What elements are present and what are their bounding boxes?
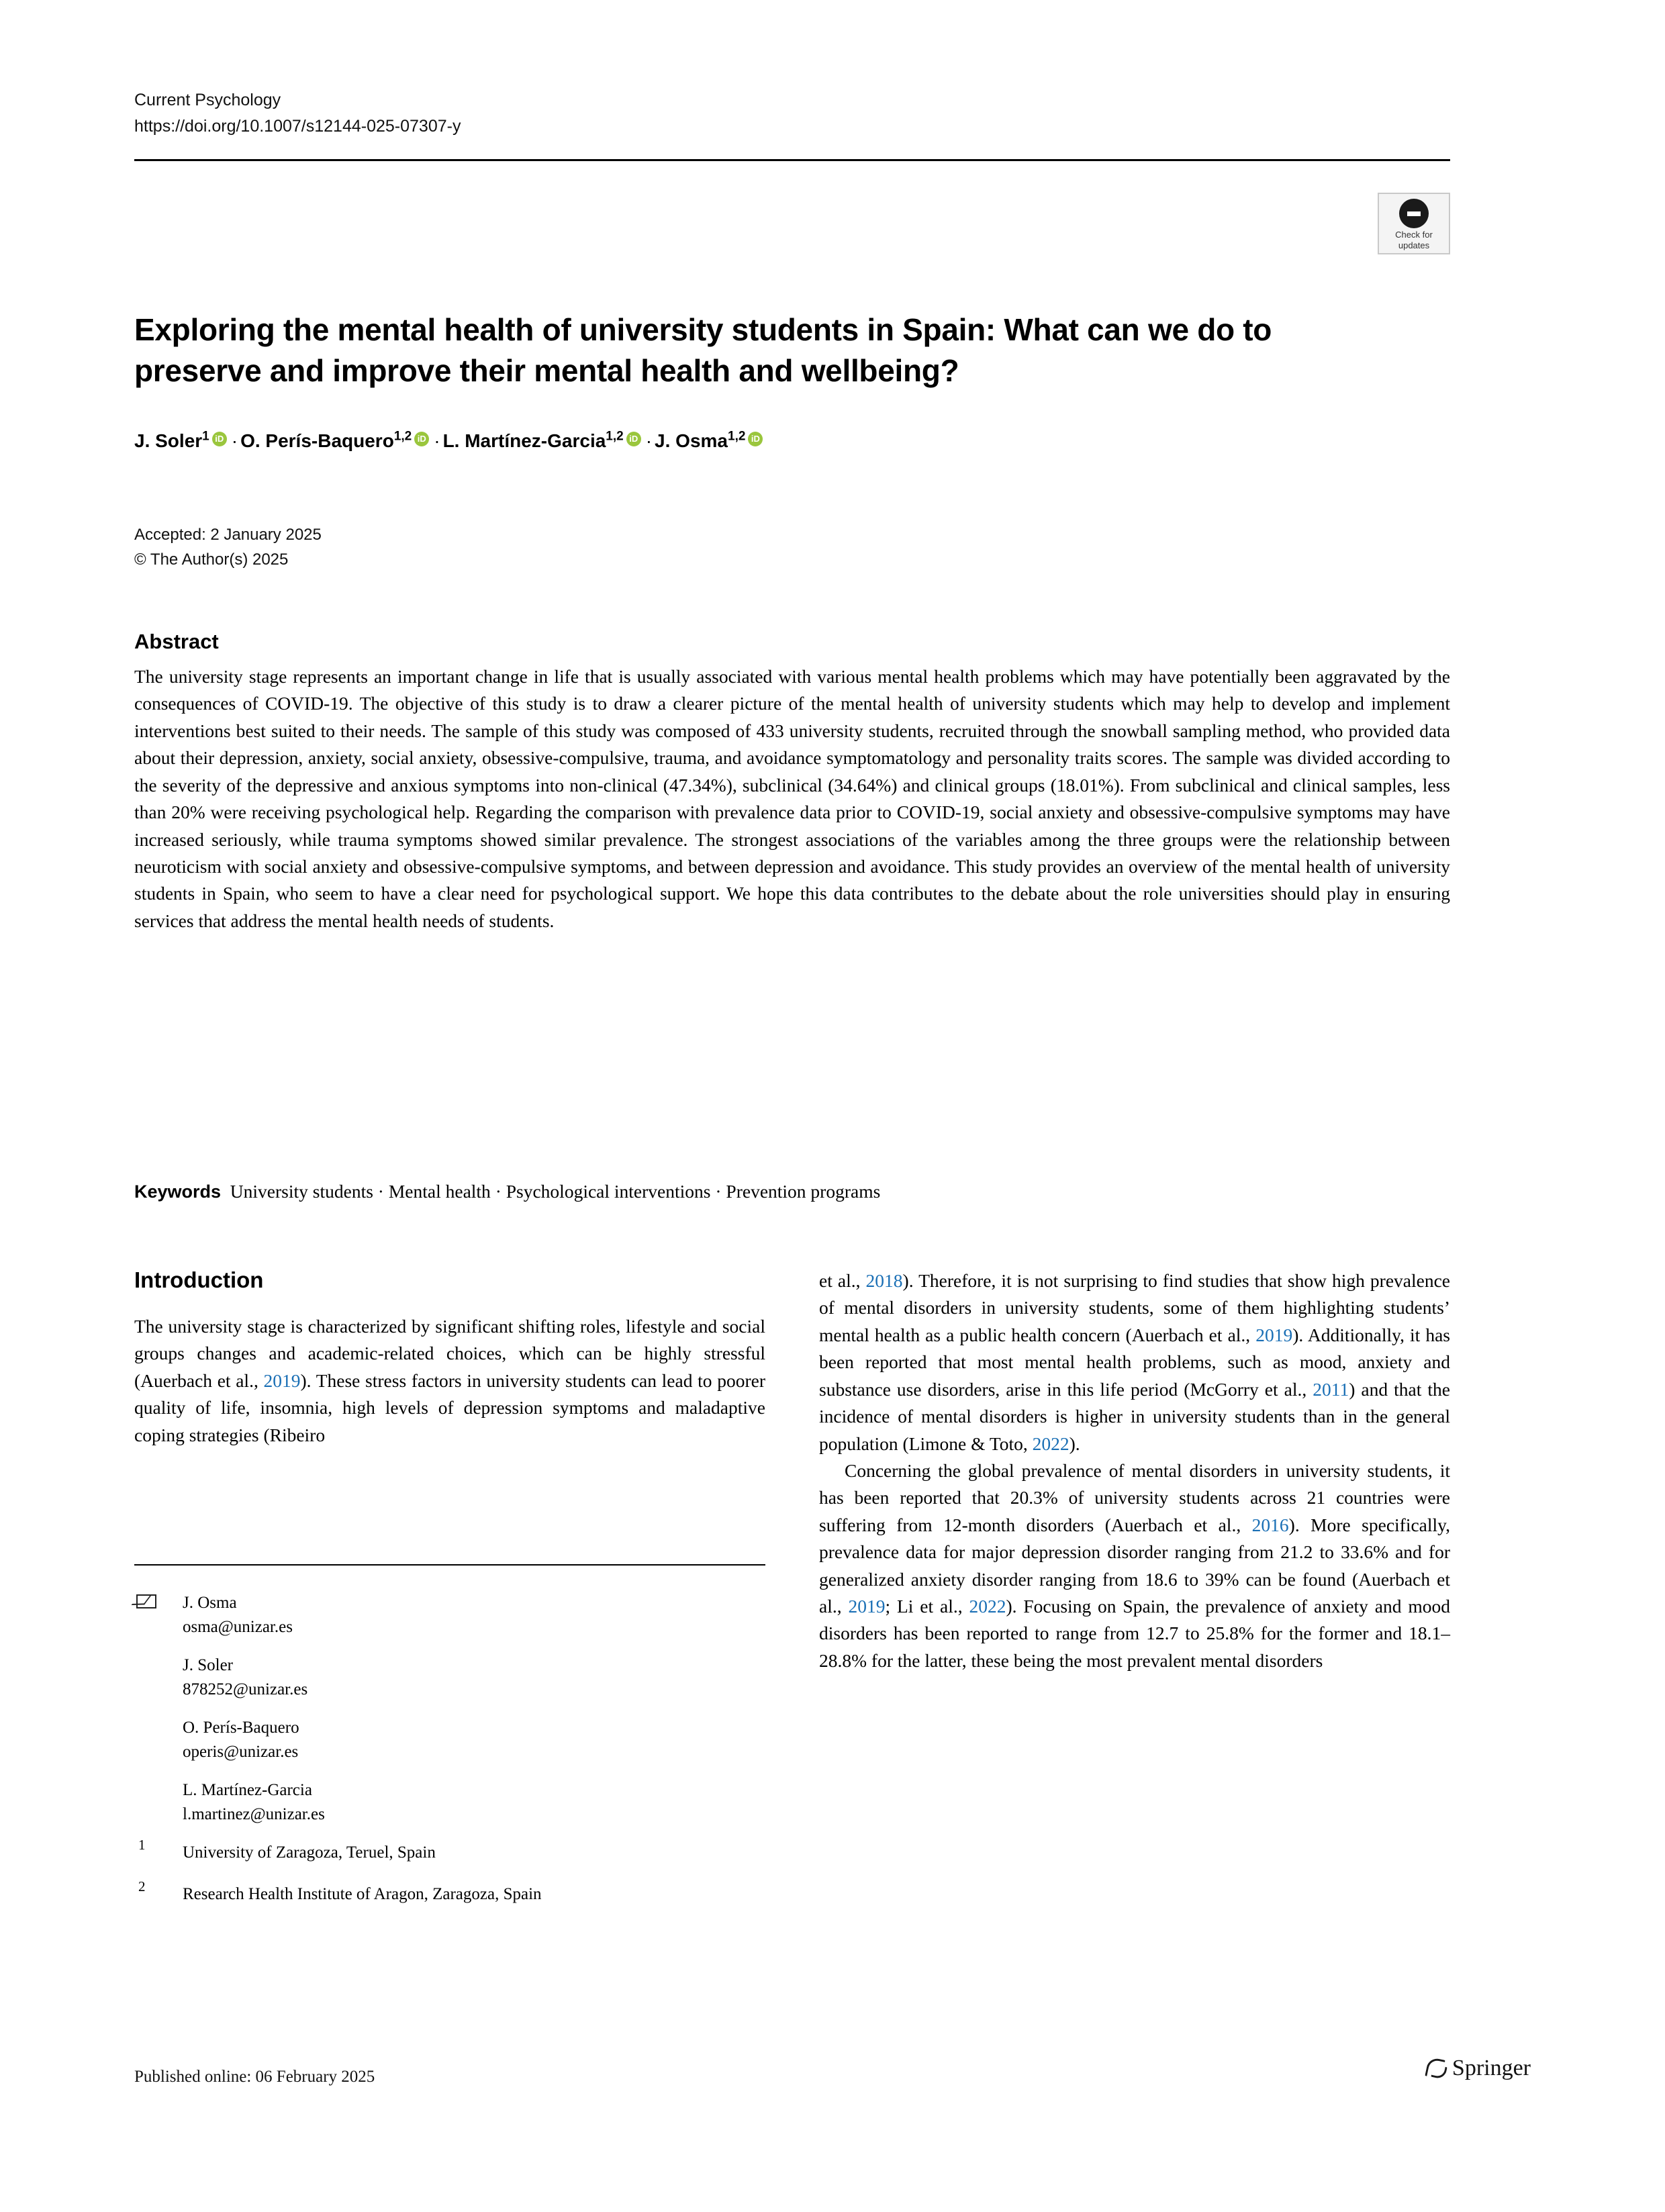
keyword-4: Prevention programs — [726, 1181, 881, 1202]
section-heading-introduction: Introduction — [134, 1267, 264, 1292]
text-run: ). More specifically, prevalence data for major depression disorder ranging from 21.2 to 33.6% and for generalized anxiety disorder ranging from 18.6 to 39% can be found (Auerbach et al., — [819, 1514, 1450, 1617]
author-affil-4: 1,2 — [728, 429, 746, 444]
keyword-separator: · — [495, 1181, 502, 1202]
paragraph-intro-right-2 — [819, 1457, 1450, 1674]
text-run: ; Li et al., — [885, 1596, 969, 1617]
orcid-icon[interactable] — [414, 432, 429, 446]
author-separator-3: · — [645, 430, 653, 451]
copyright-line: © The Author(s) 2025 — [134, 550, 289, 569]
contact-name: J. Osma — [183, 1594, 237, 1612]
abstract-text: The university stage represents an important change in life that is usually associated with various mental health problems which may have potentially been aggravated by the consequences of COVID-19. The objective of this study is to draw a clearer picture of the mental health of university students which may help to develop and implement interventions best suited to their needs. The sample of this study was composed of 433 university students, recruited through the snowball sampling method, who provided data about their depression, anxiety, social anxiety, obsessive-compulsive, trauma, and avoidance symptomatology and personality traits scores. The sample was divided according to the severity of the depressive and anxious symptoms into non-clinical (47.34%), subclinical (34.64%) and clinical groups (18.01%). From subclinical and clinical samples, less than 20% were receiving psychological help. Regarding the comparison with prevalence data prior to COVID-19, social anxiety and obsessive-compulsive symptoms may have increased seriously, while trauma symptoms showed similar prevalence. The strongest associations of the variables among the three groups were the relationship between neuroticism with social anxiety and obsessive-compulsive symptoms, and between depression and avoidance. This study provides an overview of the mental health of university students in Spain, who seem to have a clear need for psychological support. We hope this data contributes to the debate about the role universities should play in ensuring services that address the mental health needs of students. — [134, 666, 1450, 931]
contact-email[interactable]: l.martinez@unizar.es — [183, 1805, 325, 1823]
affiliation-2 — [134, 1878, 779, 1907]
contact-4 — [134, 1778, 779, 1826]
text-run: The university stage is characterized by significant shifting roles, lifestyle and social groups changes and academic-related choices, which can be highly stressful (Auerbach et al., — [134, 1316, 765, 1391]
keyword-1: University students — [230, 1181, 373, 1202]
affiliation-text: University of Zaragoza, Teruel, Spain — [183, 1843, 436, 1862]
correspondence-block — [134, 1591, 779, 1923]
paragraph-intro-left — [134, 1313, 765, 1449]
orcid-icon[interactable] — [748, 432, 763, 446]
author-name-2: O. Perís-Baquero — [240, 430, 394, 451]
contact-email[interactable]: 878252@unizar.es — [183, 1680, 308, 1698]
orcid-icon[interactable] — [212, 432, 227, 446]
citation-link[interactable]: 2019 — [263, 1369, 301, 1391]
text-run: ). — [1069, 1433, 1080, 1454]
contact-1 — [134, 1591, 779, 1639]
keywords-line — [134, 1178, 1450, 1205]
publisher-logo — [1424, 2056, 1531, 2081]
header-divider — [134, 159, 1450, 161]
text-run: Concerning the global prevalence of mental disorders in university students, it has been reported that 20.3% of university students across 21 countries were suffering from 12-month disorders (Auerbach et al., — [819, 1459, 1450, 1535]
column-right — [819, 1267, 1450, 1674]
affiliation-text: Research Health Institute of Aragon, Zaragoza, Spain — [183, 1884, 542, 1903]
published-online: Published online: 06 February 2025 — [134, 2068, 375, 2086]
contact-name: O. Perís-Baquero — [183, 1719, 299, 1737]
journal-header — [134, 87, 461, 140]
text-run: ) and that the incidence of mental disorders is higher in university students than in the general population (Limone & Toto, — [819, 1378, 1450, 1454]
citation-link[interactable]: 2016 — [1251, 1514, 1289, 1535]
orcid-icon[interactable] — [626, 432, 641, 446]
page-content — [134, 0, 1531, 2212]
citation-link[interactable]: 2022 — [1032, 1433, 1069, 1454]
accepted-date: Accepted: 2 January 2025 — [134, 526, 322, 544]
page-title: Exploring the mental health of university students in Spain: What can we do to preserve and improve their mental health and wellbeing? — [134, 311, 1272, 388]
author-affil-1: 1 — [202, 429, 209, 444]
affiliation-number: 2 — [138, 1878, 146, 1894]
crossmark-line1: Check for — [1395, 230, 1433, 240]
column-left — [134, 1267, 765, 1449]
keyword-separator: · — [377, 1181, 384, 1202]
citation-link[interactable]: 2022 — [969, 1596, 1006, 1617]
citation-link[interactable]: 2011 — [1313, 1378, 1349, 1400]
author-name-3: L. Martínez-Garcia — [442, 430, 606, 451]
author-list — [134, 428, 1410, 454]
author-affil-3: 1,2 — [606, 429, 624, 444]
keywords-label: Keywords — [134, 1182, 222, 1202]
keyword-3: Psychological interventions — [506, 1181, 711, 1202]
text-run: ). Focusing on Spain, the prevalence of anxiety and mood disorders has been reported to range from 12.7 to 25.8% for the former and 18.1–28.8% for the latter, these being the most prevalent mental disorders — [819, 1596, 1450, 1671]
author-separator-2: · — [434, 430, 440, 451]
footnote-divider — [134, 1564, 765, 1566]
contact-name: J. Soler — [183, 1656, 233, 1674]
crossmark-badge-icon[interactable] — [1378, 193, 1450, 254]
journal-name: Current Psychology — [134, 91, 281, 109]
author-separator-1: · — [231, 430, 238, 451]
contact-2 — [134, 1653, 779, 1701]
affiliation-number: 1 — [138, 1837, 146, 1853]
text-run: ). Therefore, it is not surprising to find studies that show high prevalence of mental disorders in university students, some of them highlighting students’ mental health as a public health concern (Auerbach et al., — [819, 1270, 1450, 1345]
citation-link[interactable]: 2019 — [1255, 1324, 1293, 1345]
contact-email[interactable]: osma@unizar.es — [183, 1617, 293, 1636]
keyword-separator: · — [715, 1181, 722, 1202]
crossmark-circle-icon — [1399, 199, 1429, 228]
springer-logo-icon — [1424, 2056, 1447, 2079]
contact-name: L. Martínez-Garcia — [183, 1781, 312, 1799]
affiliation-1 — [134, 1837, 779, 1865]
author-name-1: J. Soler — [134, 430, 203, 451]
envelope-icon — [136, 1594, 156, 1608]
text-run: ). These stress factors in university students can lead to poorer quality of life, insomnia, high levels of depression symptoms and maladaptive coping strategies (Ribeiro — [134, 1369, 765, 1445]
text-run: ). Additionally, it has been reported that most mental health problems, such as mood, anxiety and substance use disorders, arise in this life period (McGorry et al., — [819, 1324, 1451, 1400]
crossmark-line2: updates — [1398, 240, 1430, 251]
author-affil-2: 1,2 — [393, 429, 412, 444]
citation-link[interactable]: 2018 — [865, 1270, 903, 1291]
citation-link[interactable]: 2019 — [848, 1596, 886, 1617]
publisher-name: Springer — [1452, 2056, 1531, 2080]
publication-status — [134, 522, 322, 572]
paragraph-intro-right-1 — [819, 1267, 1450, 1457]
contact-email[interactable]: operis@unizar.es — [183, 1742, 299, 1761]
keyword-2: Mental health — [388, 1181, 491, 1202]
text-run: et al., — [819, 1270, 866, 1291]
doi-link[interactable]: https://doi.org/10.1007/s12144-025-07307-y — [134, 116, 461, 136]
abstract-heading: Abstract — [134, 630, 219, 653]
contact-3 — [134, 1716, 779, 1764]
author-name-4: J. Osma — [655, 430, 728, 451]
